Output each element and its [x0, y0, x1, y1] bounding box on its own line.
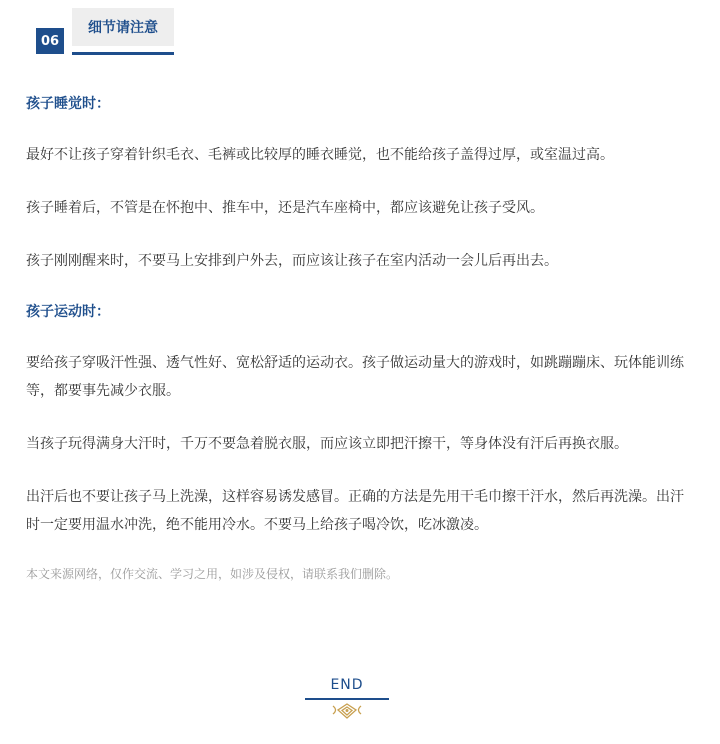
section-number-badge: 06: [36, 28, 64, 54]
end-divider: [305, 698, 389, 700]
paragraph: 要给孩子穿吸汗性强、透气性好、宽松舒适的运动衣。孩子做运动量大的游戏时，如跳蹦蹦床、玩体能训练等，都要事先减少衣服。: [26, 355, 684, 399]
section-header: [36, 8, 176, 56]
title-underline: [72, 52, 174, 55]
section-title: 细节请注意: [72, 8, 174, 46]
section-heading-sleep: 孩子睡觉时：: [26, 96, 110, 112]
paragraph: 孩子刚刚醒来时，不要马上安排到户外去，而应该让孩子在室内活动一会儿后再出去。: [26, 253, 558, 269]
paragraph: 当孩子玩得满身大汗时，千万不要急着脱衣服，而应该立即把汗擦干，等身体没有汗后再换衣服。: [26, 436, 628, 452]
end-marker: [305, 677, 389, 720]
article-body: [26, 92, 690, 584]
paragraph: 孩子睡着后，不管是在怀抱中、推车中，还是汽车座椅中，都应该避免让孩子受风。: [26, 200, 544, 216]
source-note: 本文来源网络，仅作交流、学习之用，如涉及侵权，请联系我们删除。: [26, 567, 399, 581]
paragraph: 出汗后也不要让孩子马上洗澡，这样容易诱发感冒。正确的方法是先用干毛巾擦干汗水，然后再洗澡。出汗时一定要用温水冲洗，绝不能用冷水。不要马上给孩子喝冷饮，吃冰激凌。: [26, 489, 684, 533]
end-label: END: [330, 677, 364, 693]
section-heading-exercise: 孩子运动时：: [26, 304, 110, 320]
paragraph: 最好不让孩子穿着针织毛衣、毛裤或比较厚的睡衣睡觉，也不能给孩子盖得过厚，或室温过高。: [26, 147, 614, 163]
ornament-icon: [330, 702, 364, 720]
